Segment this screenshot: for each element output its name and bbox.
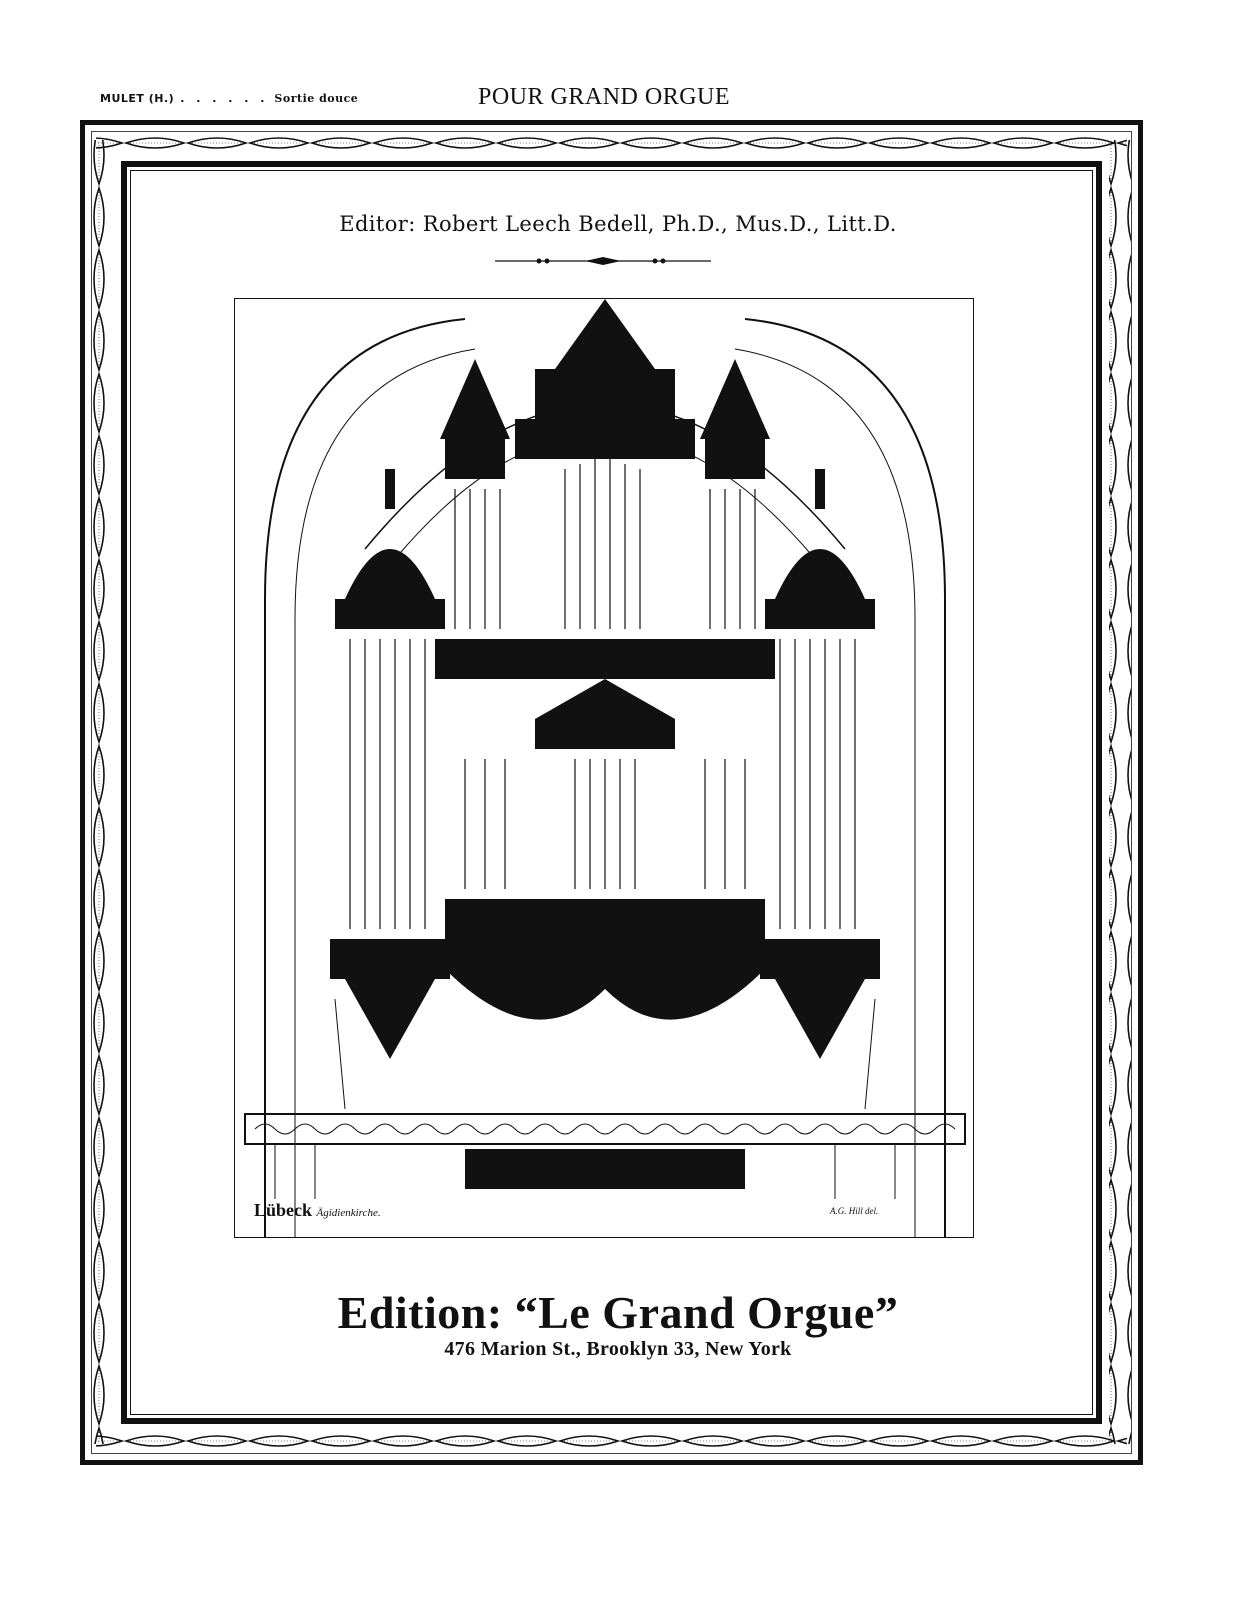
illustration-caption	[254, 1200, 381, 1221]
composer-name: MULET (H.)	[100, 92, 175, 105]
caption-church: Ägidienkirche.	[316, 1207, 381, 1219]
ornament-rule	[495, 254, 711, 268]
piece-title: Sortie douce	[274, 92, 359, 105]
artist-signature: A.G. Hill del.	[830, 1206, 879, 1216]
organ-illustration	[234, 298, 974, 1238]
publisher-address: 476 Marion St., Brooklyn 33, New York	[444, 1338, 792, 1360]
publisher-name: Edition: “Le Grand Orgue”	[337, 1287, 899, 1338]
editor-credit: Editor: Robert Leech Bedell, Ph.D., Mus.D., Litt.D.	[339, 212, 897, 236]
series-title: POUR GRAND ORGUE	[478, 84, 731, 110]
organ-drawing	[235, 299, 974, 1238]
leader-dots: . . . . . .	[180, 92, 269, 105]
caption-place: Lübeck	[254, 1200, 313, 1220]
